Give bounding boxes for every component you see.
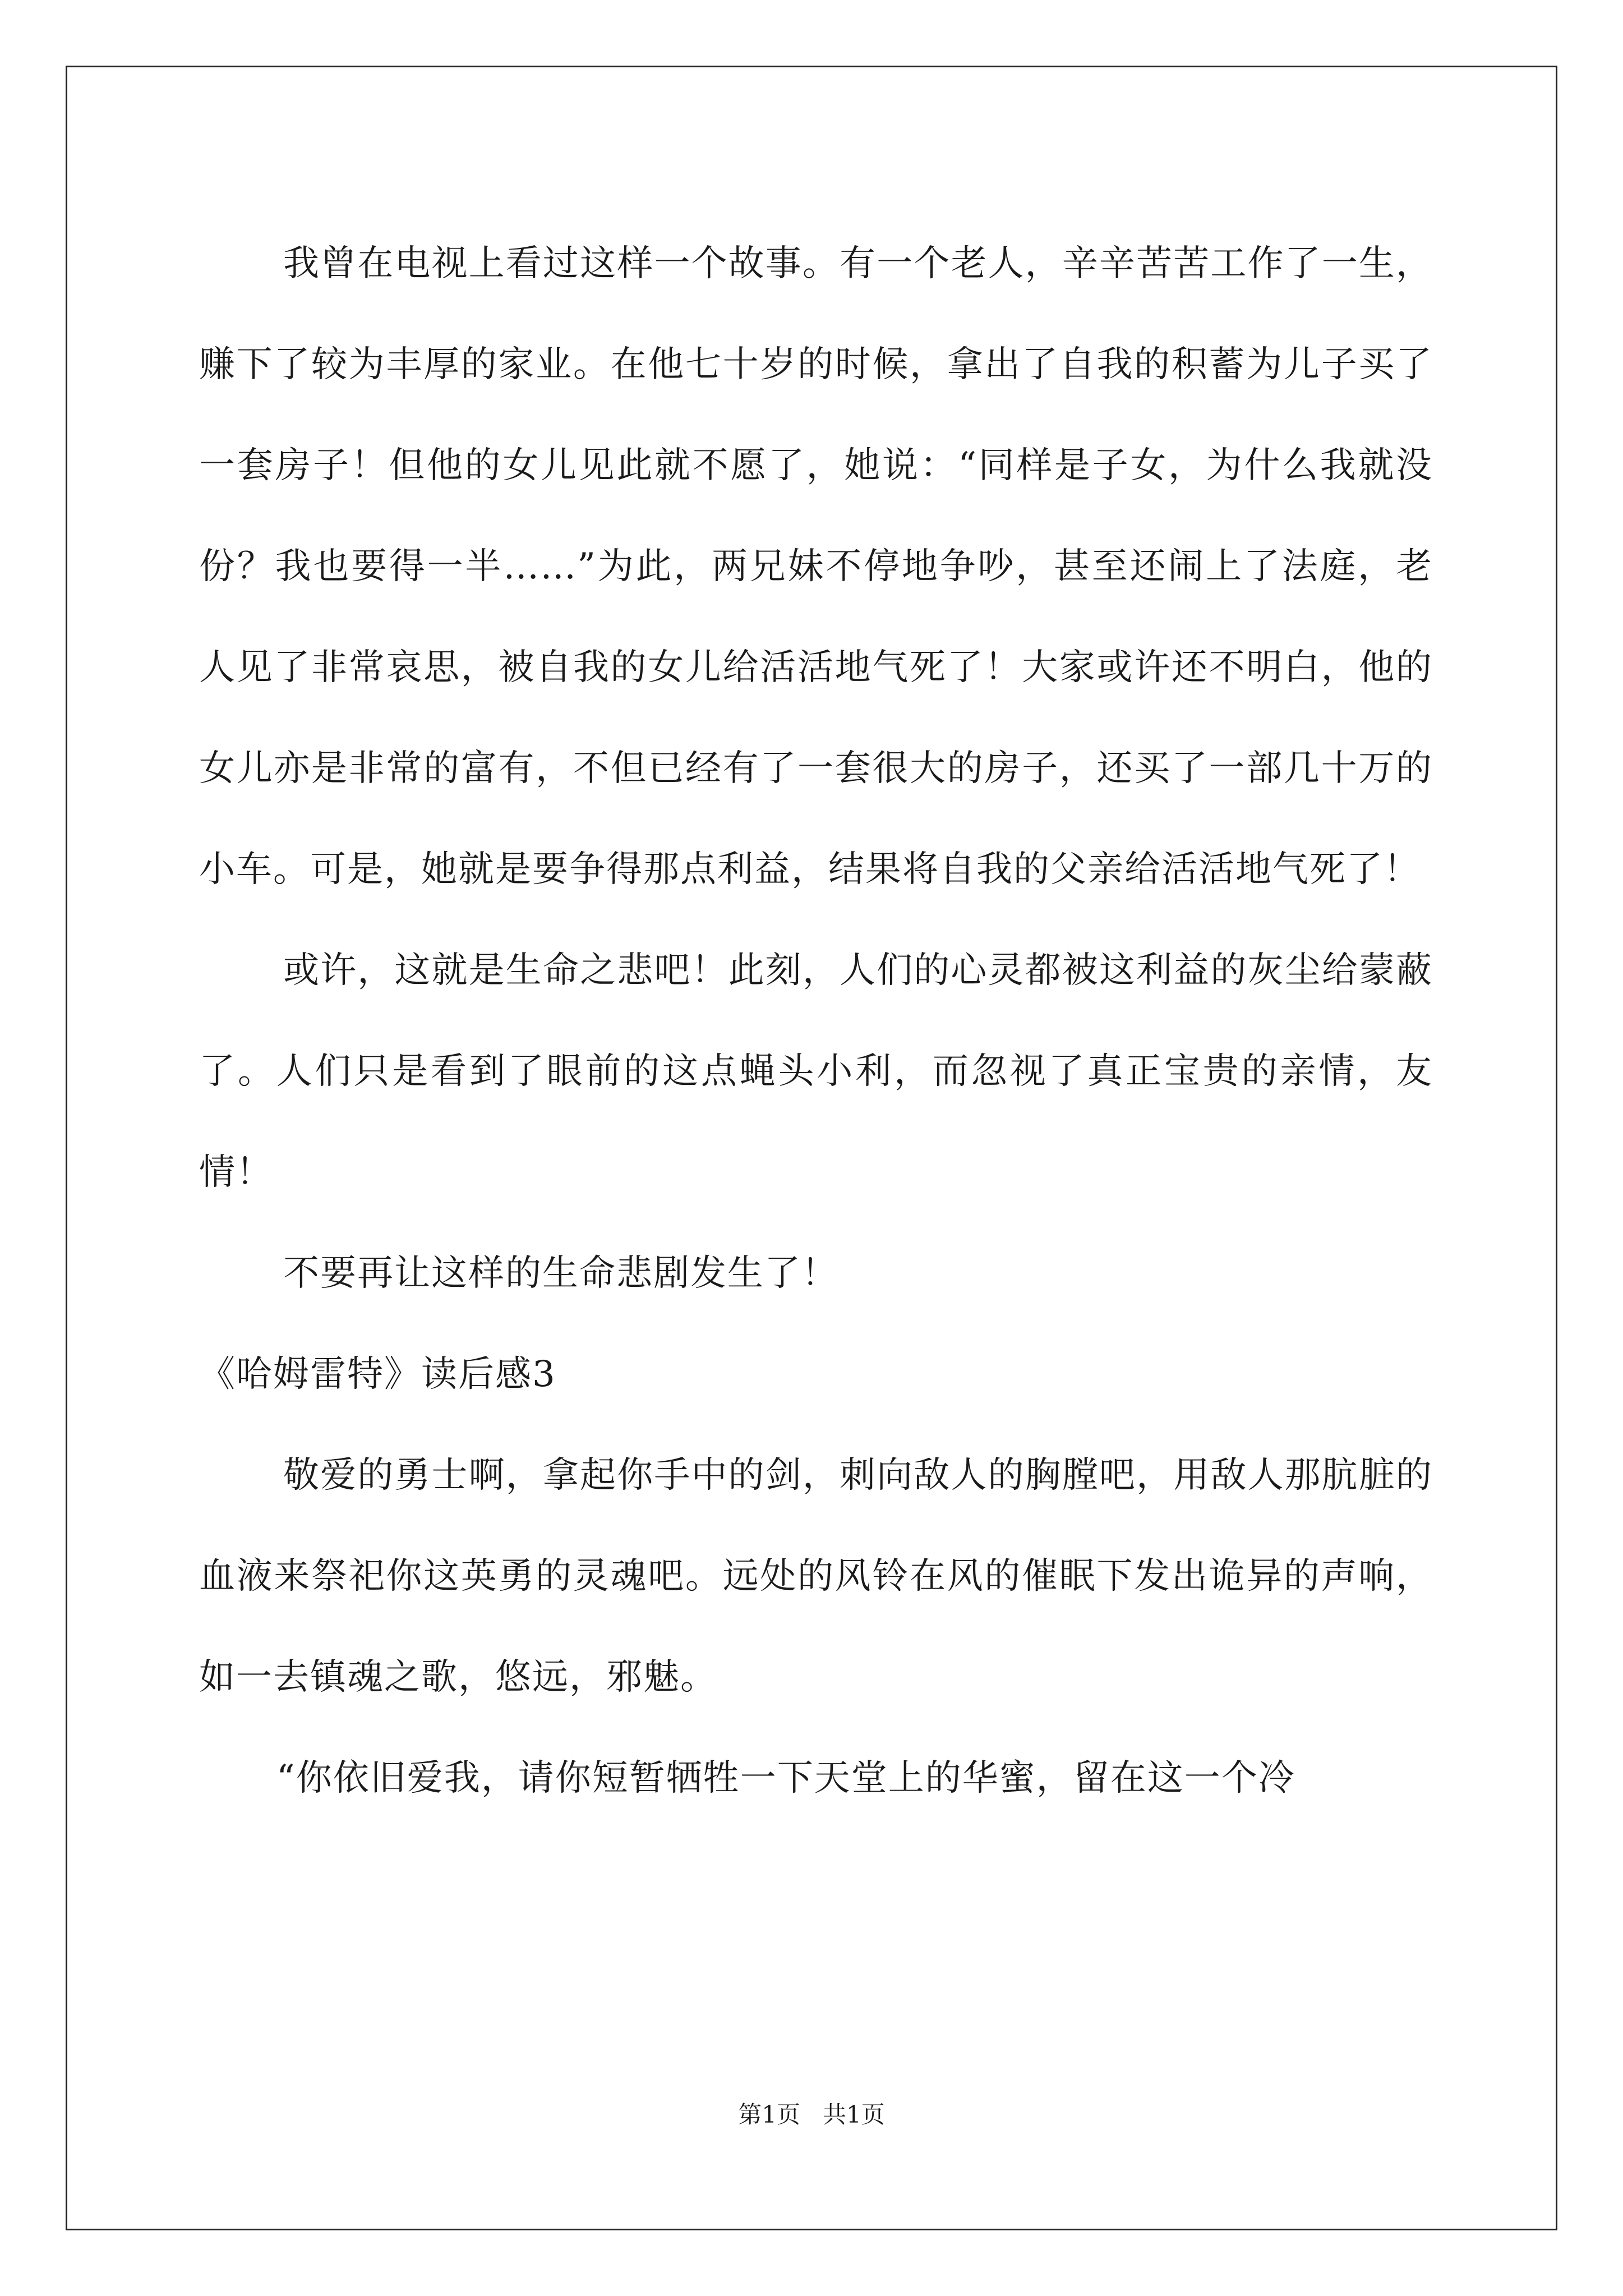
paragraph-reflection: 或许，这就是生命之悲吧！此刻，人们的心灵都被这利益的灰尘给蒙蔽了。人们只是看到了眼前的这点蝇头小利，而忽视了真正宝贵的亲情，友情！ xyxy=(199,950,1433,1193)
paragraph-warrior: 敬爱的勇士啊，拿起你手中的剑，刺向敌人的胸膛吧，用敌人那肮脏的血液来祭祀你这英勇的灵魂吧。远处的风铃在风的催眠下发出诡异的声响，如一去镇魂之歌，悠远，邪魅。 xyxy=(199,1455,1433,1698)
section-heading: 《哈姆雷特》读后感3 xyxy=(199,1354,556,1395)
paragraph-quote: “你依旧爱我，请你短暂牺牲一下天堂上的华蜜，留在这一个冷 xyxy=(276,1757,1295,1799)
document-body xyxy=(199,213,1433,1829)
paragraph-conclusion: 不要再让这样的生命悲剧发生了！ xyxy=(283,1253,838,1294)
paragraph-story: 我曾在电视上看过这样一个故事。有一个老人，辛辛苦苦工作了一生，赚下了较为丰厚的家业。在他七十岁的时候，拿出了自我的积蓄为儿子买了一套房子！但他的女儿见此就不愿了，她说：“同样是子女，为什么我就没份？我也要得一半……”为此，两兄妹不停地争吵，甚至还闹上了法庭，老人见了非常哀思，被自我的女儿给活活地气死了！大家或许还不明白，他的女儿亦是非常的富有，不但已经有了一套很大的房子，还买了一部几十万的小车。可是，她就是要争得那点利益，结果将自我的父亲给活活地气死了！ xyxy=(199,243,1433,890)
page-footer: 第1页 共1页 xyxy=(738,2101,885,2128)
